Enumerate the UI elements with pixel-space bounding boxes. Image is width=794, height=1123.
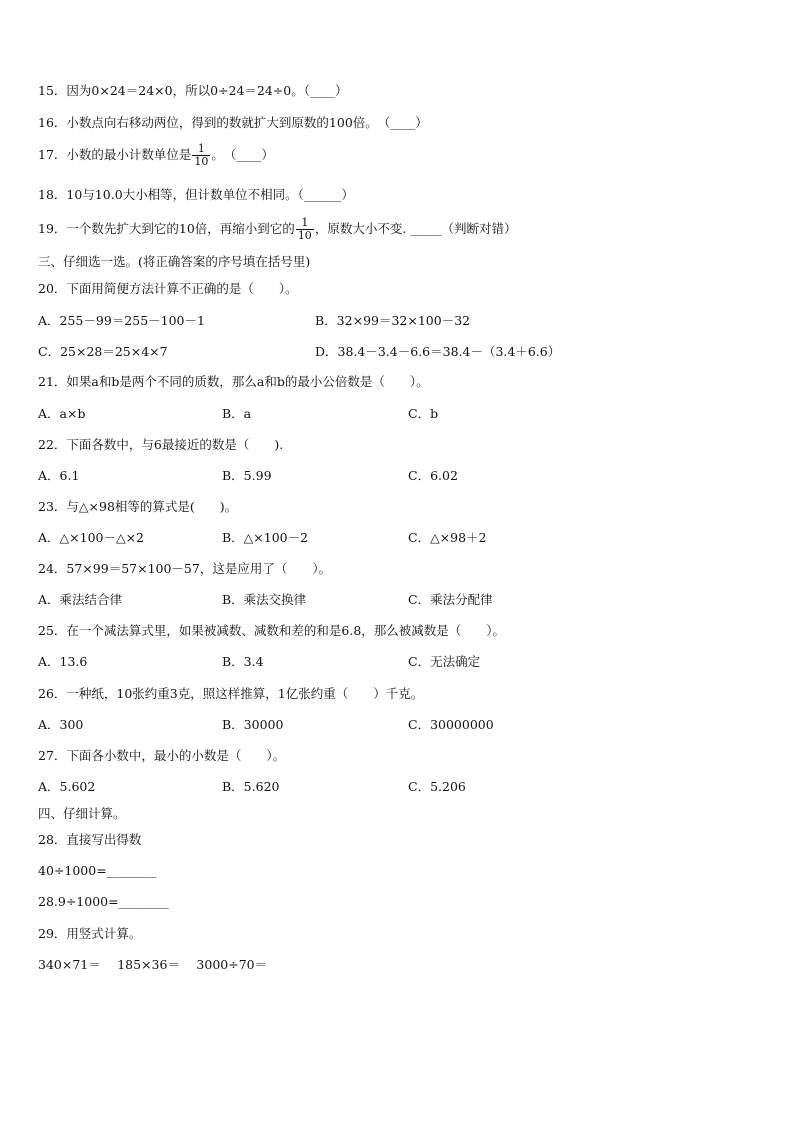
question-28-item-2: 28.9÷1000=________: [38, 894, 169, 909]
question-29-items: 340×71＝ 185×36＝ 3000÷70＝: [38, 957, 268, 972]
question-17-suffix: 。 （____）: [211, 147, 274, 162]
question-19-text: 19．一个数先扩大到它的10倍，再缩小到它的: [38, 221, 295, 236]
fraction-one-tenth: [192, 143, 210, 168]
option-21-b: B．a: [222, 406, 252, 421]
question-19-suffix: ，原数大小不变. _____（判断对错）: [314, 221, 517, 236]
option-25-a: A．13.6: [38, 654, 88, 669]
option-20-d: D．38.4－3.4－6.6＝38.4－（3.4＋6.6）: [315, 344, 561, 359]
question-15: 15．因为0×24＝24×0，所以0÷24＝24÷0。（____）: [38, 83, 348, 98]
option-20-b: B．32×99＝32×100－32: [315, 313, 471, 328]
option-24-c: C．乘法分配律: [408, 592, 493, 607]
question-28-item-1: 40÷1000=________: [38, 863, 157, 878]
option-21-a: A．a×b: [38, 406, 86, 421]
question-17-text: 17．小数的最小计数单位是: [38, 147, 192, 162]
option-22-b: B．5.99: [222, 468, 272, 483]
option-23-c: C．△×98＋2: [408, 530, 487, 545]
fraction-one-tenth: [296, 217, 314, 242]
option-27-a: A．5.602: [38, 779, 96, 794]
question-23: 23．与△×98相等的算式是( )。: [38, 499, 238, 514]
option-21-c: C．b: [408, 406, 439, 421]
option-25-c: C．无法确定: [408, 654, 481, 669]
option-20-c: C．25×28＝25×4×7: [38, 344, 168, 359]
option-26-c: C．30000000: [408, 717, 494, 732]
question-25: 25．在一个减法算式里，如果被减数、减数和差的和是6.8，那么被减数是（ ）。: [38, 623, 506, 638]
option-23-a: A．△×100－△×2: [38, 530, 145, 545]
section-3-heading: 三、仔细选一选。(将正确答案的序号填在括号里): [38, 254, 311, 269]
option-25-b: B．3.4: [222, 654, 264, 669]
question-26: 26．一种纸，10张约重3克，照这样推算，1亿张约重（ ）千克。: [38, 686, 424, 701]
fraction-numerator: 1: [296, 217, 314, 230]
option-27-c: C．5.206: [408, 779, 466, 794]
fraction-denominator: 10: [297, 229, 312, 242]
question-29: 29．用竖式计算。: [38, 926, 142, 941]
option-27-b: B．5.620: [222, 779, 280, 794]
option-20-a: A．255－99＝255－100－1: [38, 313, 205, 328]
question-24: 24．57×99＝57×100－57，这是应用了（ ）。: [38, 561, 332, 576]
section-4-heading: 四、仔细计算。: [38, 806, 126, 821]
question-20: 20．下面用简便方法计算不正确的是（ ）。: [38, 281, 298, 296]
question-28: 28．直接写出得数: [38, 832, 142, 847]
question-21: 21．如果a和b是两个不同的质数，那么a和b的最小公倍数是（ ）。: [38, 374, 429, 389]
option-22-a: A．6.1: [38, 468, 80, 483]
fraction-numerator: 1: [192, 143, 210, 156]
option-24-a: A．乘法结合律: [38, 592, 123, 607]
question-16: 16．小数点向右移动两位，得到的数就扩大到原数的100倍。 （____）: [38, 115, 428, 130]
question-17: [38, 143, 274, 168]
option-26-b: B．30000: [222, 717, 284, 732]
option-23-b: B．△×100－2: [222, 530, 309, 545]
fraction-denominator: 10: [194, 155, 209, 168]
question-22: 22．下面各数中，与6最接近的数是（ ).: [38, 437, 284, 452]
option-26-a: A．300: [38, 717, 84, 732]
question-18: 18．10与10.0大小相等，但计数单位不相同。（______）: [38, 187, 354, 202]
question-27: 27．下面各小数中，最小的小数是（ ）。: [38, 748, 286, 763]
option-22-c: C．6.02: [408, 468, 458, 483]
question-19: [38, 217, 517, 242]
option-24-b: B．乘法交换律: [222, 592, 307, 607]
